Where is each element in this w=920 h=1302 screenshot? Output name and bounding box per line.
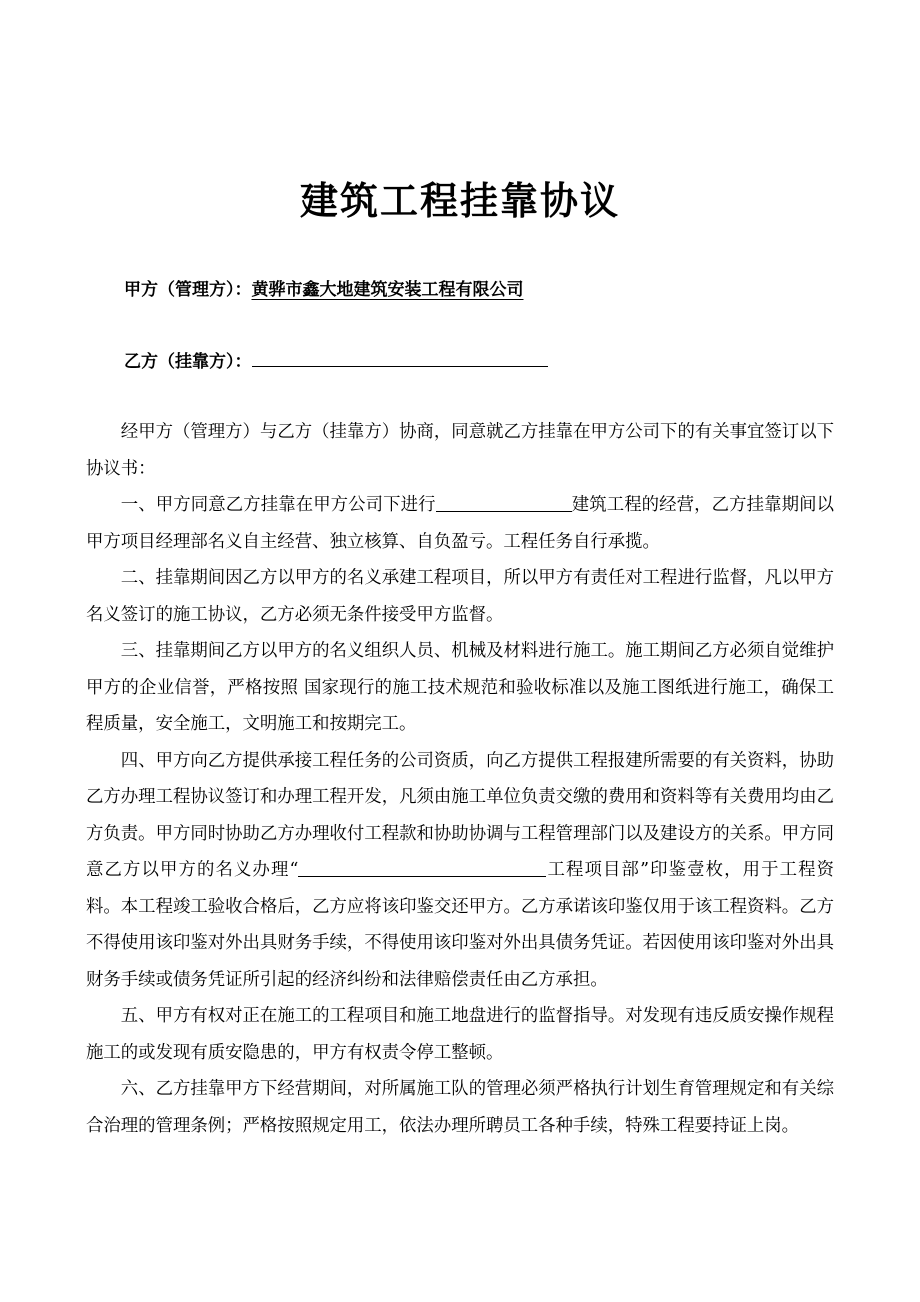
project-department-blank: [298, 858, 546, 877]
project-name-blank: [436, 493, 572, 512]
party-a-line: [124, 275, 524, 300]
clause-1: [86, 487, 834, 560]
clause-1-text-start: 一、甲方同意乙方挂靠在甲方公司下进行: [120, 495, 436, 515]
clause-5: 五、甲方有权对正在施工的工程项目和施工地盘进行的监督指导。对发现有违反质安操作规程施工的或发现有质安隐患的，甲方有权责令停工整顿。: [86, 1006, 834, 1063]
clause-6: 六、乙方挂靠甲方下经营期间，对所属施工队的管理必须严格执行计划生育管理规定和有关综合治理的管理条例；严格按照规定用工，依法办理所聘员工各种手续，特殊工程要持证上岗。: [86, 1079, 834, 1136]
party-b-name-blank: [252, 350, 548, 367]
party-b-line: [124, 347, 548, 372]
clause-4-text-start: 四、甲方向乙方提供承接工程任务的公司资质，向乙方提供工程报建所需要的有关资料，协助乙方办理工程协议签订和办理工程开发，凡须由施工单位负责交缴的费用和资料等有关费用均由乙方负责。甲方同时协助乙方办理收付工程款和协助协调与工程管理部门以及建设方的关系。甲方同意乙方以甲方的名义办理“: [86, 750, 834, 880]
clause-2: 二、挂靠期间因乙方以甲方的名义承建工程项目，所以甲方有责任对工程进行监督，凡以甲方名义签订的施工协议，乙方必须无条件接受甲方监督。: [86, 568, 834, 625]
party-a-name: 黄骅市鑫大地建筑安装工程有限公司: [251, 280, 524, 300]
clause-4-text-end: 工程项目部”印鉴壹枚，用于工程资料。本工程竣工验收合格后，乙方应将该印鉴交还甲方。乙方承诺该印鉴仅用于该工程资料。乙方不得使用该印鉴对外出具财务手续，不得使用该印鉴对外出具债务凭证。若因使用该印鉴对外出具财务手续或债务凭证所引起的经济纠纷和法律赔偿责任由乙方承担。: [86, 860, 834, 990]
party-a-label: 甲方（管理方）：: [124, 280, 252, 300]
agreement-body: [86, 414, 834, 1144]
clause-4: [86, 743, 834, 999]
clause-1-text-end: 建筑工程的经营，乙方挂靠期间以甲方项目经理部名义自主经营、独立核算、自负盈亏。工程任务自行承揽。: [86, 495, 834, 552]
party-b-label: 乙方（挂靠方）：: [124, 352, 252, 372]
intro-paragraph: 经甲方（管理方）与乙方（挂靠方）协商，同意就乙方挂靠在甲方公司下的有关事宜签订以下协议书：: [86, 422, 834, 479]
clause-3: 三、挂靠期间乙方以甲方的名义组织人员、机械及材料进行施工。施工期间乙方必须自觉维护甲方的企业信誉，严格按照 国家现行的施工技术规范和验收标准以及施工图纸进行施工，确保工程质量，安全施工，文明施工和按期完工。: [86, 641, 834, 734]
document-title: 建筑工程挂靠协议: [299, 179, 620, 223]
